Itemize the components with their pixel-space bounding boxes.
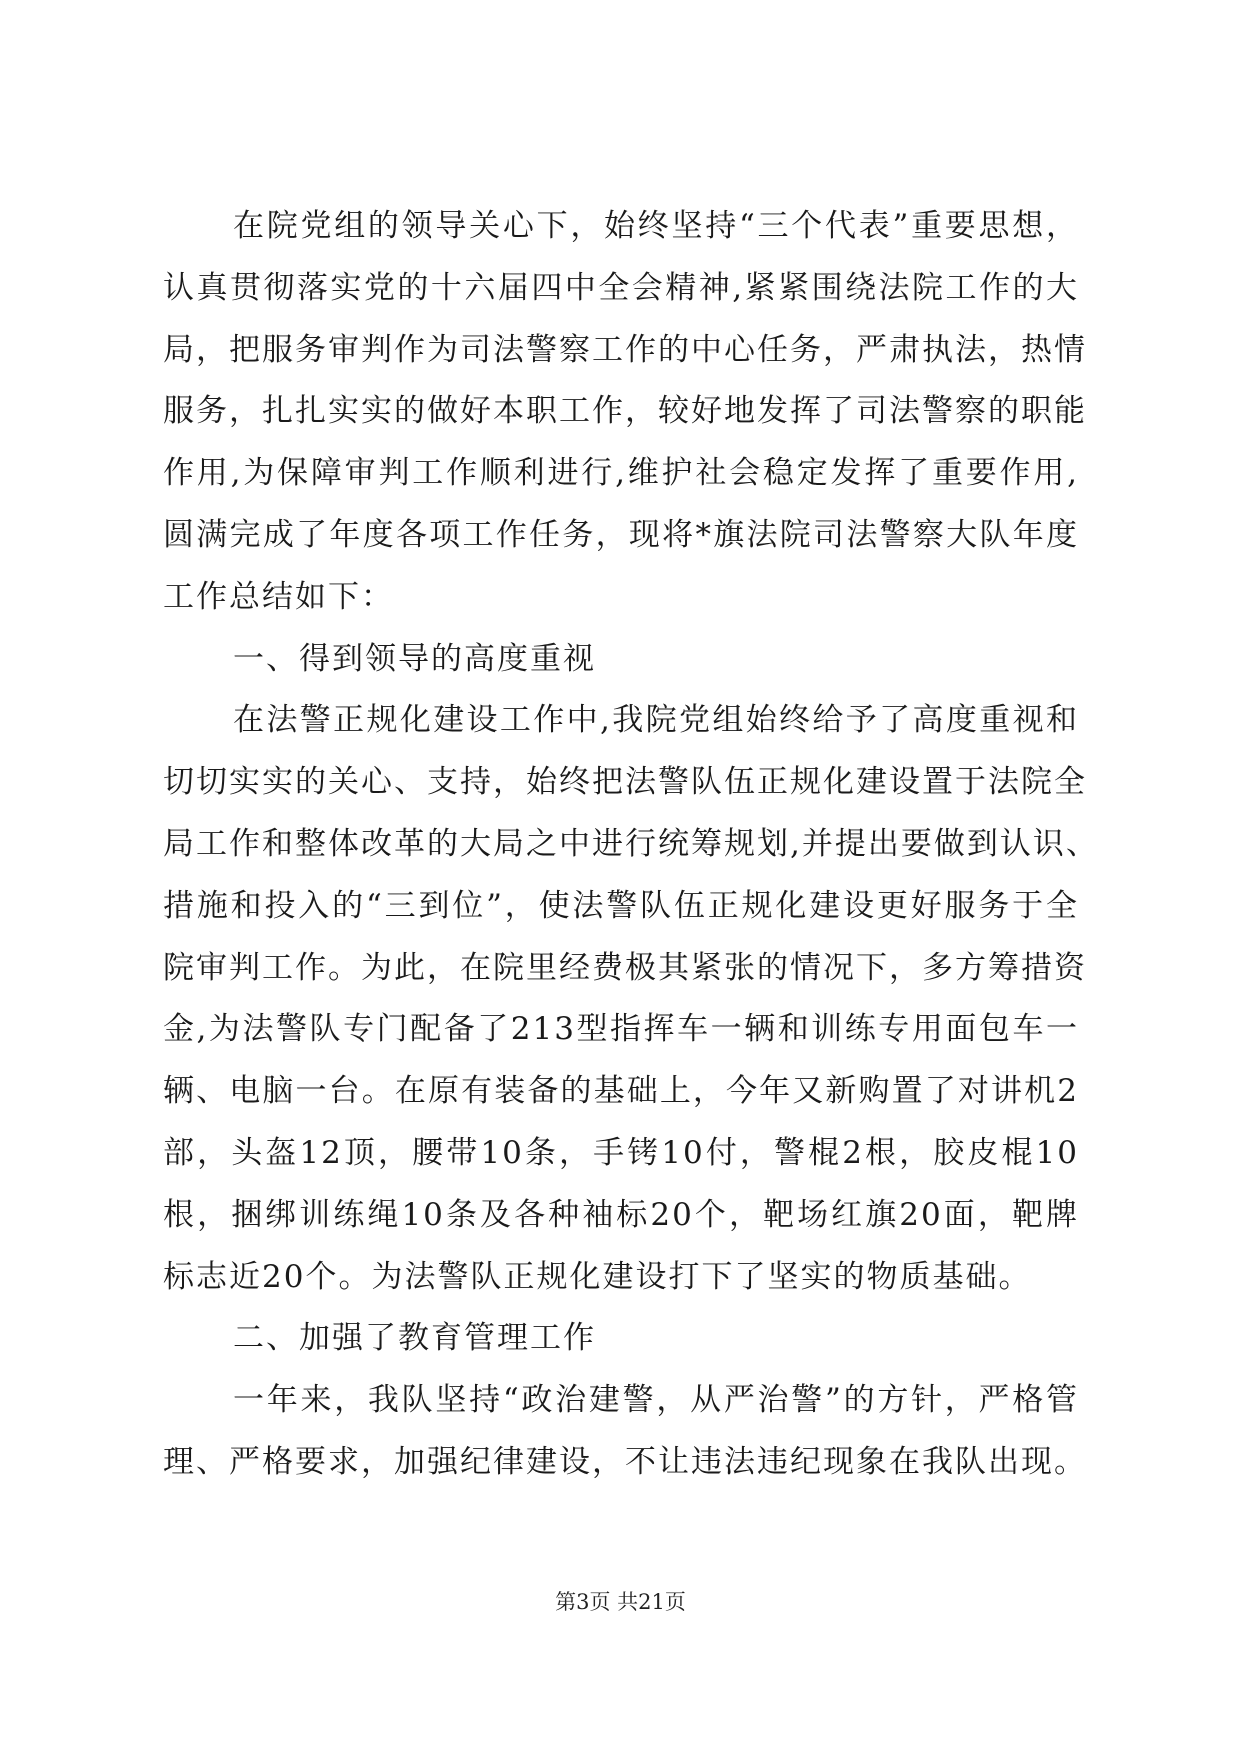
text-line: 院审判工作。为此，在院里经费极其紧张的情况下，多方筹措资 [163,949,1087,986]
section-heading: 一、得到领导的高度重视 [233,640,596,677]
text-line: 在院党组的领导关心下，始终坚持“三个代表”重要思想， [233,208,1079,244]
text-line: 局，把服务审判作为司法警察工作的中心任务，严肃执法，热情 [163,331,1087,368]
text-line: 局工作和整体改革的大局之中进行统筹规划,并提出要做到认识、 [163,825,1099,862]
text-line: 根，捆绑训练绳10条及各种袖标20个，靶场红旗20面，靶牌 [163,1196,1079,1233]
text-line: 认真贯彻落实党的十六届四中全会精神,紧紧围绕法院工作的大 [163,269,1079,306]
text-line: 辆、电脑一台。在原有装备的基础上，今年又新购置了对讲机2 [163,1073,1079,1110]
page-number-footer: 第3页 共21页 [555,1590,686,1614]
document-body [163,196,1099,1494]
text-line: 在法警正规化建设工作中,我院党组始终给予了高度重视和 [233,702,1079,739]
text-line: 金,为法警队专门配备了213型指挥车一辆和训练专用面包车一 [163,1011,1079,1048]
section-heading: 二、加强了教育管理工作 [233,1320,596,1357]
text-line: 标志近20个。为法警队正规化建设打下了坚实的物质基础。 [163,1258,1032,1295]
text-line: 工作总结如下： [163,578,394,615]
text-line: 措施和投入的“三到位”，使法警队伍正规化建设更好服务于全 [163,887,1079,924]
text-line: 一年来，我队坚持“政治建警，从严治警”的方针，严格管 [233,1382,1079,1419]
text-line: 切切实实的关心、支持，始终把法警队伍正规化建设置于法院全 [163,764,1087,801]
text-line: 理、严格要求，加强纪律建设，不让违法违纪现象在我队出现。 [163,1443,1087,1480]
text-line: 作用,为保障审判工作顺利进行,维护社会稳定发挥了重要作用, [163,455,1079,492]
text-line: 服务，扎扎实实的做好本职工作，较好地发挥了司法警察的职能 [163,393,1087,430]
text-line: 圆满完成了年度各项工作任务，现将*旗法院司法警察大队年度 [163,516,1079,553]
text-line: 部，头盔12顶，腰带10条，手铐10付，警棍2根，胶皮棍10 [163,1134,1079,1171]
